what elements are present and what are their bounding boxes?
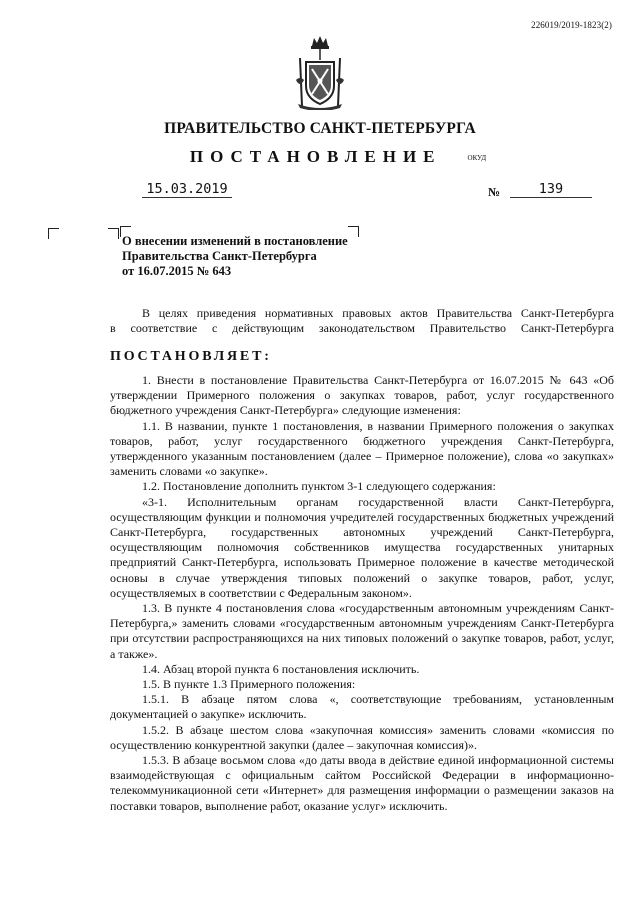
preamble-line: В целях приведения нормативных правовых актов Правительства Санкт-Петербурга bbox=[142, 306, 614, 320]
subject-line: О внесении изменений в постановление bbox=[122, 234, 348, 248]
decree-word: ПОСТАНОВЛЯЕТ: bbox=[110, 349, 272, 364]
decree-body bbox=[110, 373, 614, 814]
paragraph: 1.2. Постановление дополнить пунктом 3-1 следующего содержания: bbox=[142, 479, 496, 494]
paragraph: 1.4. Абзац второй пункта 6 постановления исключить. bbox=[142, 661, 420, 676]
paragraph: 1.5.2. В абзаце шестом слова «закупочная комиссия» заменить словами «комиссия по осуществлению конкурентной закупки (далее – закупочная комиссия)». bbox=[110, 722, 614, 752]
paragraph: 1.1. В названии, пункте 1 постановления, в названии Примерного положения о закупках товаров, работ, услуг государственного бюджетного учреждения Санкт-Петербурга, утвержденного указанным постановлением (далее – Примерное положение), слова «о закупках» заменить словами «о закупке». bbox=[110, 418, 614, 479]
number-label: № bbox=[488, 185, 501, 199]
okud-label: ОКУД bbox=[467, 154, 487, 163]
paragraph: 1. Внести в постановление Правительства Санкт-Петербурга от 16.07.2015 № 643 «Об утверждении Примерного положения о закупках товаров, работ, услуг государственного бюджетного учреждения Санкт-Петербурга» следующие изменения: bbox=[110, 373, 614, 418]
subject-line: от 16.07.2015 № 643 bbox=[122, 264, 232, 278]
document-title-row bbox=[0, 147, 640, 167]
decree-subject bbox=[122, 234, 372, 279]
paragraph: 1.5.3. В абзаце восьмом слова «до даты ввода в действие единой информационной системы взаимодействующая с официальным сайтом Российской Федерации в информационно-телекоммуникационной сети «Интернет» для размещения информации о размещении заказов на поставки товаров, выполнение работ, оказание услуг» исключить. bbox=[110, 753, 614, 813]
government-name: ПРАВИТЕЛЬСТВО САНКТ-ПЕТЕРБУРГА bbox=[164, 120, 476, 137]
preamble-line: в соответствие с действующим законодательством Правительство Санкт-Петербурга bbox=[110, 321, 614, 335]
subject-line: Правительства Санкт-Петербурга bbox=[122, 249, 317, 263]
decree-number: 139 bbox=[510, 181, 592, 198]
paragraph: 1.5.1. В абзаце пятом слова «, соответствующие требованиям, установленным документацией о закупке» исключить. bbox=[110, 692, 614, 722]
paragraph: 1.5. В пункте 1.3 Примерного положения: bbox=[142, 677, 356, 692]
document-registration-code: 226019/2019-1823(2) bbox=[531, 20, 612, 30]
paragraph: «3-1. Исполнительным органам государственной власти Санкт-Петербурга, осуществляющим функции и полномочия учредителей государственных бюджетных учреждений Санкт-Петербурга, государственных автономных учреждений Санкт-Петербурга, осуществляющим полномочия собственников имущества государственных унитарных предприятий Санкт-Петербурга, использовать Примерное положение в качестве методической основы в случае утверждения типовых положений о закупке товаров, работ, услуг, осуществляемых в соответствии с Федеральным законом». bbox=[110, 494, 614, 600]
preamble bbox=[110, 306, 614, 336]
decree-date: 15.03.2019 bbox=[142, 181, 232, 198]
paragraph: 1.3. В пункте 4 постановления слова «государственным автономным учреждениям Санкт-Петербурга,» заменить словами «государственным автономным учреждениям Санкт-Петербурга при отсутствии распространяющихся на них типовых положений о закупке товаров, работ, услуг, а также». bbox=[110, 601, 614, 661]
document-type: ПОСТАНОВЛЕНИЕ bbox=[189, 147, 442, 166]
coat-of-arms-icon bbox=[294, 36, 346, 110]
corner-mark bbox=[108, 228, 119, 239]
corner-mark bbox=[48, 228, 59, 239]
